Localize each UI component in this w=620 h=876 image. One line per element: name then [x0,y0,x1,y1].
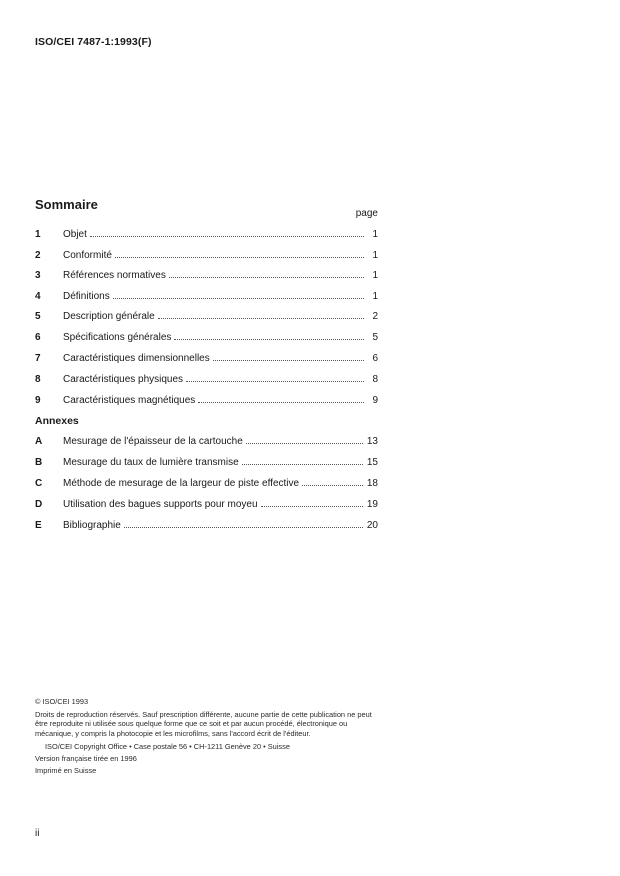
toc-leader-dots [261,499,363,507]
annex-entry-title: Mesurage de l'épaisseur de la cartouche [63,436,243,447]
page-number: ii [35,828,40,839]
toc-entry[interactable] [35,291,378,305]
toc-entry[interactable] [35,353,378,367]
toc-leader-dots [174,332,364,340]
toc-leader-dots [169,270,364,278]
annex-entry[interactable] [35,436,378,450]
annex-entry-letter: C [35,478,43,489]
toc-entry-page: 1 [372,250,378,261]
toc-entry[interactable] [35,311,378,325]
annex-entry-title: Méthode de mesurage de la largeur de piste effective [63,478,300,489]
toc-entry-title: Spécifications générales [63,332,172,343]
toc-leader-dots [113,291,364,299]
toc-entry-title: Conformité [63,250,112,261]
annex-entry-title: Mesurage du taux de lumière transmise [63,457,239,468]
toc-leader-dots [158,311,364,319]
toc-entry-page: 6 [372,353,378,364]
toc-title: Sommaire [35,197,98,212]
toc-entry-number: 3 [35,270,41,281]
toc-entry-title: Références normatives [63,270,166,281]
toc-leader-dots [124,520,363,528]
toc-entry-page: 9 [372,395,378,406]
toc-entry-number: 8 [35,374,41,385]
toc-entry-number: 9 [35,395,41,406]
toc-entry-title: Description générale [63,311,155,322]
document-code: ISO/CEI 7487-1:1993(F) [35,36,152,48]
toc-leader-dots [242,457,363,465]
toc-leader-dots [198,395,364,403]
copyright-notice: © ISO/CEI 1993 [35,697,89,706]
toc-entry-page: 1 [372,270,378,281]
toc-leader-dots [186,374,364,382]
toc-leader-dots [246,436,363,444]
toc-entry-number: 6 [35,332,41,343]
annex-entry[interactable] [35,499,378,513]
annex-entry-page: 18 [366,478,378,489]
toc-entry-title: Caractéristiques magnétiques [63,395,196,406]
toc-leader-dots [213,353,364,361]
toc-entry[interactable] [35,395,378,409]
toc-leader-dots [302,478,363,486]
copyright-block [35,697,385,775]
annexes-heading: Annexes [35,415,79,427]
annex-entry-title: Bibliographie [63,520,121,531]
toc-entry-page: 1 [372,291,378,302]
annex-entry-page: 19 [366,499,378,510]
annex-entry[interactable] [35,478,378,492]
toc-entry-number: 5 [35,311,41,322]
annex-entry-page: 15 [366,457,378,468]
toc-entry-number: 1 [35,229,41,240]
toc-entry-title: Objet [63,229,87,240]
annex-entry-letter: B [35,457,43,468]
annex-entry-page: 13 [366,436,378,447]
toc-entry[interactable] [35,332,378,346]
toc-entry-page: 1 [372,229,378,240]
toc-leader-dots [115,250,364,258]
annex-entry-title: Utilisation des bagues supports pour moyeu [63,499,258,510]
annex-entry-letter: A [35,436,43,447]
toc-leader-dots [90,229,364,237]
toc-entry-number: 2 [35,250,41,261]
toc-entry-number: 7 [35,353,41,364]
printed-in: Imprimé en Suisse [35,766,97,776]
toc-entry-title: Caractéristiques dimensionnelles [63,353,210,364]
annex-entry-letter: E [35,520,42,531]
copyright-rights-text: Droits de reproduction réservés. Sauf prescription différente, aucune partie de cette publication ne peut être reproduite ni utilisée sous quelque forme que ce soit et par aucun procédé, électronique ou mécanique, y compris la photocopie et les microfilms, sans l'accord écrit de l'éditeur. [35,710,372,738]
toc-entry[interactable] [35,270,378,284]
edition-version: Version française tirée en 1996 [35,754,137,764]
annex-entry-letter: D [35,499,43,510]
annex-entry-page: 20 [366,520,378,531]
toc-entry[interactable] [35,250,378,264]
toc-entry-title: Caractéristiques physiques [63,374,184,385]
annex-entry[interactable] [35,457,378,471]
toc-entry[interactable] [35,374,378,388]
toc-entry-page: 5 [372,332,378,343]
toc-entry-number: 4 [35,291,41,302]
toc-entry-page: 2 [372,311,378,322]
page-column-label: page [355,208,378,219]
toc-entry[interactable] [35,229,378,243]
toc-entry-title: Définitions [63,291,110,302]
annex-entry[interactable] [35,520,378,534]
toc-entry-page: 8 [372,374,378,385]
copyright-office-address: ISO/CEI Copyright Office • Case postale 56 • CH-1211 Genève 20 • Suisse [45,741,290,751]
